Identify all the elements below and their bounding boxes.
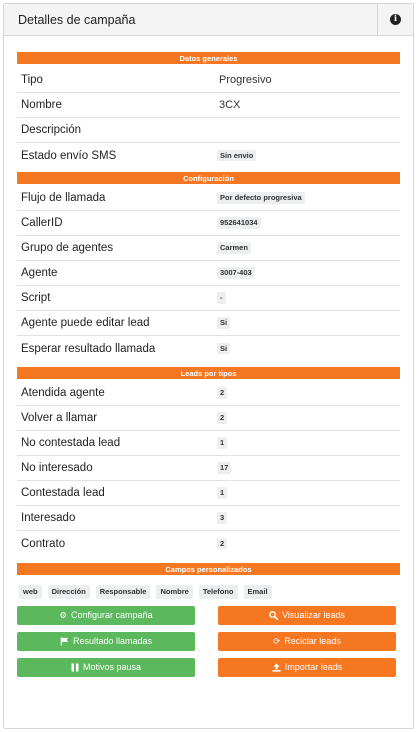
refresh-icon: ⟳ xyxy=(273,635,281,646)
row-label: Volver a llamar xyxy=(21,412,98,424)
button-label: Importar leads xyxy=(284,662,343,672)
row-label: Flujo de llamada xyxy=(21,192,106,204)
panel-content xyxy=(4,36,413,677)
row-esperar-resultado xyxy=(17,336,400,361)
campaign-details-panel xyxy=(3,3,414,729)
row-callerid xyxy=(17,211,400,236)
row-label: No interesado xyxy=(21,462,93,474)
row-label: Grupo de agentes xyxy=(21,242,114,254)
section-leads-header: Leads por tipos xyxy=(17,367,400,379)
button-label: Configurar campaña xyxy=(71,610,153,620)
row-label: Contestada lead xyxy=(21,487,105,499)
view-leads-button[interactable] xyxy=(218,606,396,625)
row-grupo xyxy=(17,236,400,261)
config-list xyxy=(17,186,400,361)
row-estado-sms xyxy=(17,143,400,168)
field-tag: Dirección xyxy=(48,585,90,599)
value-badge: - xyxy=(217,292,226,304)
row-value: Progresivo xyxy=(219,74,272,86)
row-label: Script xyxy=(21,292,51,304)
row-label: Esperar resultado llamada xyxy=(21,342,156,355)
field-tag: Nombre xyxy=(156,585,192,599)
general-list xyxy=(17,68,400,168)
row-label: Estado envío SMS xyxy=(21,149,117,162)
button-label: Reciclar leads xyxy=(284,636,341,646)
row-tipo xyxy=(17,68,400,93)
recycle-leads-button[interactable] xyxy=(218,632,396,651)
field-tag: Telefono xyxy=(199,585,238,599)
row-interesado xyxy=(17,506,400,531)
row-label: Atendida agente xyxy=(21,387,105,399)
info-icon: i xyxy=(390,14,401,25)
value-badge: 952641034 xyxy=(217,217,261,229)
row-no-interesado xyxy=(17,456,400,481)
field-tag: Email xyxy=(244,585,272,599)
field-tag: web xyxy=(19,585,42,599)
button-label: Visualizar leads xyxy=(282,610,345,620)
row-atendida xyxy=(17,381,400,406)
gear-icon: ⚙ xyxy=(59,609,68,620)
field-tag: Responsable xyxy=(96,585,151,599)
import-leads-button[interactable] xyxy=(218,658,396,677)
section-general-header: Datos generales xyxy=(17,52,400,64)
row-nombre xyxy=(17,93,400,118)
row-label: Contrato xyxy=(21,537,66,550)
count-badge: 17 xyxy=(217,462,231,474)
row-script xyxy=(17,286,400,311)
value-badge: 3007-403 xyxy=(217,267,255,279)
row-contestada xyxy=(17,481,400,506)
count-badge: 2 xyxy=(217,387,227,399)
row-descripcion xyxy=(17,118,400,143)
upload-icon xyxy=(272,663,281,672)
info-button[interactable] xyxy=(377,4,413,36)
call-results-button[interactable] xyxy=(17,632,195,651)
row-label: Interesado xyxy=(21,512,76,524)
row-agente xyxy=(17,261,400,286)
value-badge: Carmen xyxy=(217,242,251,254)
row-label: No contestada lead xyxy=(21,437,121,449)
section-custom-header: Campos personalizados xyxy=(17,563,400,575)
leads-list xyxy=(17,381,400,556)
row-label: Agente xyxy=(21,267,58,279)
row-volver xyxy=(17,406,400,431)
row-label: Descripción xyxy=(21,124,82,136)
section-config-header: Configuración xyxy=(17,172,400,184)
row-editar-lead xyxy=(17,311,400,336)
value-badge: Por defecto progresiva xyxy=(217,192,305,204)
row-label: Agente puede editar lead xyxy=(21,317,150,329)
configure-campaign-button[interactable] xyxy=(17,606,195,625)
row-flujo xyxy=(17,186,400,211)
count-badge: 3 xyxy=(217,512,227,524)
count-badge: 1 xyxy=(217,437,227,449)
count-badge: 2 xyxy=(217,412,227,424)
value-badge: Si xyxy=(217,343,230,355)
value-badge: Si xyxy=(217,317,230,329)
count-badge: 1 xyxy=(217,487,227,499)
action-buttons xyxy=(17,606,400,677)
row-value: 3CX xyxy=(219,99,241,111)
row-no-contestada xyxy=(17,431,400,456)
count-badge: 2 xyxy=(217,538,227,550)
row-label: Tipo xyxy=(21,74,43,86)
panel-header xyxy=(4,4,413,36)
search-icon xyxy=(269,611,278,620)
row-label: CallerID xyxy=(21,217,63,229)
status-badge: Sin envio xyxy=(217,150,256,162)
button-label: Motivos pausa xyxy=(82,662,142,672)
pause-icon xyxy=(71,663,79,672)
row-label: Nombre xyxy=(21,99,62,111)
pause-reasons-button[interactable] xyxy=(17,658,195,677)
flag-icon xyxy=(60,637,69,646)
panel-title: Detalles de campaña xyxy=(18,12,136,27)
custom-fields-list xyxy=(17,585,400,599)
row-contrato xyxy=(17,531,400,556)
button-label: Resultado llamadas xyxy=(72,636,153,646)
